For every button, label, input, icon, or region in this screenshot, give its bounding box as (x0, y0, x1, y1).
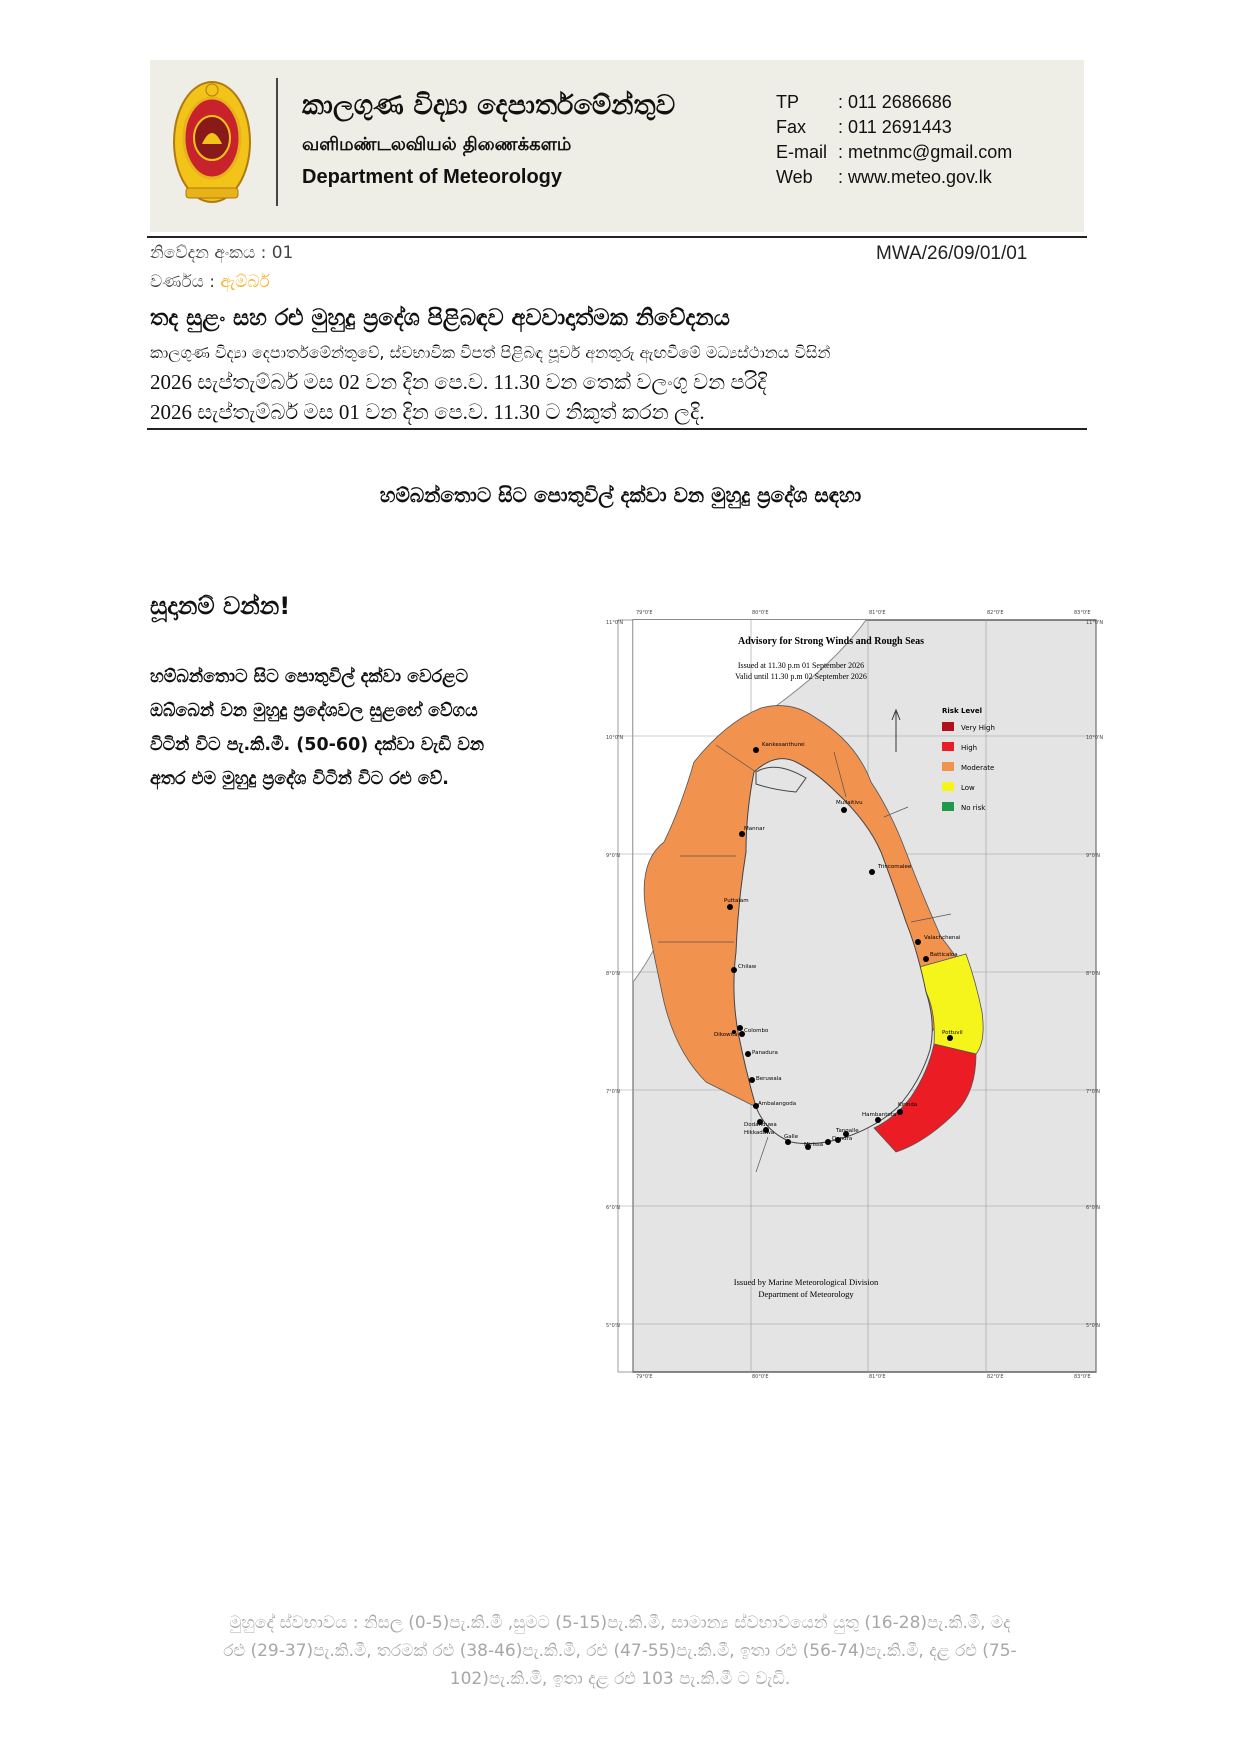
lat-tick: 10°0'N (606, 735, 624, 741)
place-label: Hambantota (862, 1112, 897, 1118)
footnote-line: මුහුදේ ස්වභාවය : නිසල (0-5)පැ.කි.මී ,සුමට (5-15)පැ.කි.මී, සාමාන්‍ය ස්වභාවයෙන් යුතු (16-28)පැ.කි.මී, මද (229, 1613, 1011, 1633)
lat-tick: 9°0'N (606, 853, 620, 859)
lat-tick: 7°0'N (606, 1089, 620, 1095)
legend-swatch (942, 802, 954, 811)
contact-key: TP (776, 92, 800, 112)
contact-row (776, 90, 1012, 115)
contact-value[interactable]: : www.meteo.gov.lk (838, 167, 992, 187)
contact-key: Fax (776, 117, 807, 137)
contact-key: E-mail (776, 142, 828, 162)
color-label: වර්ණය : (150, 272, 221, 292)
contact-value[interactable]: : metnmc@gmail.com (838, 142, 1013, 162)
lat-tick: 5°0'N (606, 1323, 620, 1329)
footnote-line: රළු (29-37)පැ.කි.මී, තරමක් රළු (38-46)පැ.කි.මී, රළු (47-55)පැ.කි.මී, ඉතා රළු (56-74)පැ.කි.මී, දළ රළු (75- (223, 1641, 1017, 1661)
color-code (150, 272, 270, 292)
map-issued: Issued at 11.30 p.m 01 September 2026 (737, 661, 865, 670)
place-label: Valachchenai (924, 935, 961, 941)
contact-row (776, 115, 1012, 140)
lat-tick: 8°0'N (1086, 971, 1100, 977)
footnote-line: 102)පැ.කි.මී, ඉතා දළ රළු 103 පැ.කි.මී ට වැඩි. (449, 1669, 791, 1689)
map-valid: Valid until 11.30 p.m 02 September 2026 (735, 672, 867, 681)
org-name-english: Department of Meteorology (302, 166, 563, 188)
place-label: Panadura (752, 1050, 778, 1056)
color-value: ඇම්බර් (220, 272, 270, 292)
place-label: Hikkaduwa (744, 1130, 775, 1136)
bottom-tick: 80°0'E (752, 1374, 769, 1380)
notice-issuer: කාලගුණ විද්‍යා දෙපාර්තමේන්තුවේ, ස්වභාවික විපත් පිළිබඳ පූර්ව අනතුරු ඇඟවීමේ මධ්‍යස්ථානය විසින් (150, 343, 831, 362)
place-label: Mannar (744, 826, 765, 832)
bottom-tick: 83°0'E (1074, 1374, 1091, 1380)
notice-number: නිවේදන අංකය : 01 (150, 243, 294, 263)
title-rule (147, 428, 1087, 430)
legend-swatch (942, 762, 954, 771)
legend-swatch (942, 722, 954, 731)
contact-row (776, 165, 1012, 190)
place-label: Dondra (832, 1136, 853, 1142)
map-issued-by: Issued by Marine Meteorological Division (733, 1277, 879, 1287)
place-label: Pottuvil (942, 1030, 963, 1036)
warning-line: විටින් විට පැ.කි.මී. (50-60) දක්වා වැඩි වන (150, 735, 485, 755)
bottom-tick: 82°0'E (987, 1374, 1004, 1380)
region-title: හම්බන්තොට සිට පොතුවිල් දක්වා වන මුහුදු ප්‍රදේශ සඳහා (379, 483, 862, 507)
notice-reference: MWA/26/09/01/01 (876, 243, 1028, 264)
lat-tick: 5°0'N (1086, 1323, 1100, 1329)
legend-label: High (961, 744, 978, 752)
warning-text (150, 660, 484, 796)
contact-key: Web (776, 167, 813, 187)
org-name-sinhala: කාලගුණ විද්‍යා දෙපාර්තමේන්තුව (302, 90, 676, 121)
lat-tick: 8°0'N (606, 971, 620, 977)
legend-label: Low (961, 784, 975, 792)
legend-title: Risk Level (942, 707, 982, 715)
bottom-tick: 79°0'E (636, 1374, 653, 1380)
place-label: Dodanduwa (744, 1122, 777, 1128)
place-label: Chilaw (738, 964, 757, 970)
map-title: Advisory for Strong Winds and Rough Seas (738, 636, 924, 647)
header-rule (147, 236, 1087, 238)
lat-tick: 6°0'N (1086, 1205, 1100, 1211)
place-label: Tangalle (836, 1128, 859, 1134)
contact-block (776, 90, 1012, 190)
place-label: Dikowita (714, 1032, 738, 1038)
lat-tick: 11°0'N (1086, 620, 1104, 626)
warning-title: සූදානම් වන්න! (150, 592, 291, 620)
contact-value: : 011 2686686 (838, 92, 952, 112)
notice-title: තද සුළං සහ රළු මුහුදු ප්‍රදේශ පිළිබඳව අවවාදාත්මක නිවේදනය (150, 305, 730, 331)
top-tick: 81°0'E (869, 610, 886, 616)
legend-swatch (942, 782, 954, 791)
place-label: Galle (784, 1134, 799, 1140)
place-label: Colombo (744, 1028, 769, 1034)
place-label: Mirissa (804, 1142, 824, 1148)
map-department: Department of Meteorology (758, 1289, 854, 1299)
place-label: Ambalangoda (758, 1101, 797, 1107)
letterhead (150, 60, 1084, 232)
lat-tick: 7°0'N (1086, 1089, 1100, 1095)
issued-on: 2026 සැප්තැම්බර් මස 01 වන දින පෙ.ව. 11.30 ට නිකුත් කරන ලදි. (150, 400, 705, 424)
legend-label: No risk (961, 804, 986, 812)
sea-state-footnote (160, 1609, 1080, 1693)
header-divider (276, 78, 278, 206)
top-tick: 82°0'E (987, 610, 1004, 616)
place-label: Trincomalee (878, 864, 912, 870)
warning-line: ඔබ්බෙන් වන මුහුදු ප්‍රදේශවල සුළඟේ වේගය (150, 701, 478, 721)
legend-label: Very High (961, 724, 995, 732)
warning-line: අතර එම මුහුදු ප්‍රදේශ විටින් විට රළු වේ. (150, 769, 449, 789)
lat-tick: 6°0'N (606, 1205, 620, 1211)
org-name-tamil: வளிமண்டலவியல் திணைக்களம் (302, 134, 572, 155)
advisory-map (606, 602, 1108, 1380)
lat-tick: 10°0'N (1086, 735, 1104, 741)
top-tick: 80°0'E (752, 610, 769, 616)
bottom-tick: 81°0'E (869, 1374, 886, 1380)
lat-tick: 11°0'N (606, 620, 624, 626)
warning-line: හම්බන්තොට සිට පොතුවිල් දක්වා වෙරළට (150, 667, 469, 687)
contact-row (776, 140, 1012, 165)
place-label: Beruwala (756, 1076, 782, 1082)
sri-lanka-emblem-icon (172, 78, 252, 206)
place-label: Mullaitivu (836, 800, 863, 806)
valid-until: 2026 සැප්තැම්බර් මස 02 වන දින පෙ.ව. 11.30 වන තෙක් වලංගු වන පරිදි (150, 370, 767, 394)
place-label: Puttalam (724, 898, 749, 904)
top-tick: 83°0'E (1074, 610, 1091, 616)
legend-swatch (942, 742, 954, 751)
legend-label: Moderate (961, 764, 995, 772)
top-tick: 79°0'E (636, 610, 653, 616)
lat-tick: 9°0'N (1086, 853, 1100, 859)
place-label: Batticaloa (930, 952, 958, 958)
place-label: Kirinda (898, 1102, 918, 1108)
contact-value: : 011 2691443 (838, 117, 952, 137)
place-label: Kankesanthurei (762, 742, 805, 748)
